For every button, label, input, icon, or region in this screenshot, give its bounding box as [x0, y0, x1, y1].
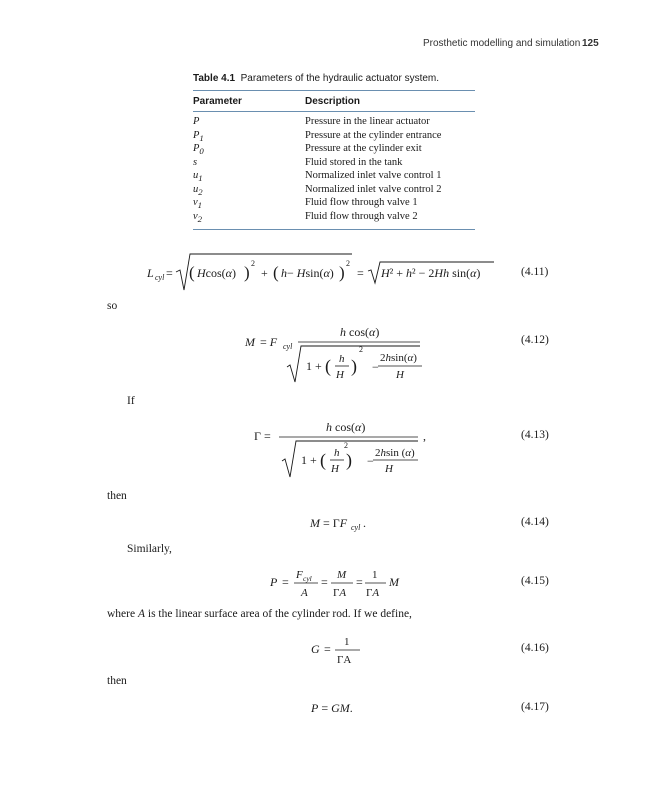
svg-text:=: =: [324, 642, 331, 656]
text-similarly: Similarly,: [127, 543, 172, 555]
table-caption-label: Table 4.1: [193, 73, 236, 84]
page-number: 125: [582, 38, 599, 49]
running-title: Prosthetic modelling and simulation: [423, 38, 581, 49]
equation-number-4-17: (4.17): [521, 701, 549, 713]
svg-text:(: (: [325, 356, 331, 376]
svg-text:cyl: cyl: [283, 342, 293, 351]
svg-text:1 +: 1 +: [301, 453, 317, 467]
svg-text:): ): [339, 263, 345, 282]
svg-text:M: M: [245, 335, 255, 349]
svg-text:2: 2: [346, 259, 350, 268]
param-symbol: $u_2$: [193, 183, 203, 197]
svg-text:H: H: [336, 369, 344, 381]
svg-text:1 +: 1 +: [306, 359, 322, 373]
svg-text:P = GM.: P = GM.: [311, 701, 353, 715]
svg-text:ΓA: ΓA: [366, 587, 380, 599]
param-symbol: $u_1$: [193, 170, 203, 184]
svg-text:=: =: [357, 266, 364, 280]
svg-text:=: =: [282, 575, 289, 589]
equation-4-11: [146, 254, 494, 290]
table-header-description: Description: [305, 96, 361, 107]
equation-number-4-15: (4.15): [521, 575, 549, 587]
param-symbol: $P_0$: [193, 143, 204, 157]
param-description: Normalized inlet valve control 1: [305, 170, 442, 181]
param-symbol: $v_1$: [193, 197, 203, 211]
svg-text:ΓA: ΓA: [333, 587, 347, 599]
equation-number-4-14: (4.14): [521, 516, 549, 528]
svg-text:): ): [346, 450, 352, 470]
svg-text:=: =: [356, 575, 363, 589]
svg-text:F: F: [296, 569, 303, 581]
svg-text:= F: = F: [260, 335, 278, 349]
svg-text:(: (: [273, 263, 279, 282]
svg-text:+: +: [261, 266, 268, 280]
svg-text:cyl: cyl: [303, 574, 312, 583]
svg-text:): ): [244, 263, 250, 282]
param-description: Fluid stored in the tank: [305, 156, 403, 168]
svg-text:L: L: [147, 266, 154, 280]
svg-text:ΓA: ΓA: [337, 654, 352, 666]
text-where: where A is the linear surface area of the cylinder rod. If we define,: [107, 608, 412, 620]
svg-text:2hsin (α): 2hsin (α): [375, 447, 415, 459]
svg-text:Γ =: Γ =: [254, 429, 271, 443]
svg-text:A: A: [301, 587, 308, 599]
equation-4-13: [254, 420, 426, 477]
equation-4-12: [244, 325, 422, 382]
svg-text:.: .: [363, 516, 366, 530]
param-description: Pressure at the cylinder exit: [305, 143, 422, 154]
table-header-parameter: Parameter: [193, 96, 242, 107]
svg-text:H: H: [385, 463, 393, 475]
svg-text:h: h: [334, 447, 340, 459]
param-symbol: $v_2$: [193, 210, 203, 224]
param-description: Fluid flow through valve 2: [305, 210, 418, 222]
equation-4-14: [309, 516, 366, 532]
svg-text:M: M: [337, 569, 347, 581]
param-description: Normalized inlet valve control 2: [305, 183, 442, 195]
svg-text:): ): [351, 356, 357, 376]
svg-text:1: 1: [372, 569, 378, 581]
svg-text:=: =: [166, 266, 173, 280]
equation-number-4-11: (4.11): [521, 266, 549, 278]
equation-4-15: [269, 569, 400, 599]
param-symbol: s: [193, 156, 198, 168]
svg-text:Hcos(α): Hcos(α): [197, 266, 236, 280]
svg-text:H: H: [331, 463, 339, 475]
svg-text:H² + h² − 2Hh sin(α): H² + h² − 2Hh sin(α): [381, 266, 481, 280]
svg-text:cyl: cyl: [155, 273, 165, 282]
svg-text:G: G: [311, 642, 320, 656]
table-caption-text: Parameters of the hydraulic actuator system.: [240, 73, 440, 84]
equation-4-17: [310, 701, 353, 715]
svg-text:2hsin(α): 2hsin(α): [380, 352, 417, 364]
text-so: so: [107, 300, 118, 312]
svg-text:−: −: [372, 360, 379, 374]
svg-text:2: 2: [359, 345, 363, 354]
text-if: If: [127, 395, 135, 407]
svg-text:,: ,: [423, 429, 426, 443]
param-symbol: P: [193, 116, 200, 127]
svg-text:h: h: [339, 353, 345, 365]
svg-text:M = ΓF: M = ΓF: [310, 516, 348, 530]
svg-text:=: =: [321, 575, 328, 589]
svg-text:h cos(α): h cos(α): [326, 420, 366, 434]
svg-text:1: 1: [344, 636, 350, 648]
svg-text:h− Hsin(α): h− Hsin(α): [281, 266, 334, 280]
svg-text:(: (: [189, 263, 195, 282]
svg-text:−: −: [367, 454, 374, 468]
equation-number-4-13: (4.13): [521, 429, 549, 441]
param-description: Pressure in the linear actuator: [305, 116, 430, 127]
equation-number-4-12: (4.12): [521, 334, 549, 346]
param-symbol: $P_1$: [193, 129, 204, 143]
svg-text:(: (: [320, 450, 326, 470]
svg-text:cyl: cyl: [351, 523, 361, 532]
equation-4-16: [311, 636, 360, 666]
param-description: Fluid flow through valve 1: [305, 197, 418, 208]
svg-text:H: H: [396, 369, 404, 381]
svg-text:h cos(α): h cos(α): [340, 325, 380, 339]
svg-text:2: 2: [251, 259, 255, 268]
text-then-2: then: [107, 675, 127, 687]
svg-text:M: M: [389, 575, 399, 589]
svg-text:P: P: [270, 575, 278, 589]
svg-text:2: 2: [344, 441, 348, 450]
text-then-1: then: [107, 490, 127, 502]
param-description: Pressure at the cylinder entrance: [305, 129, 442, 141]
equation-number-4-16: (4.16): [521, 642, 549, 654]
